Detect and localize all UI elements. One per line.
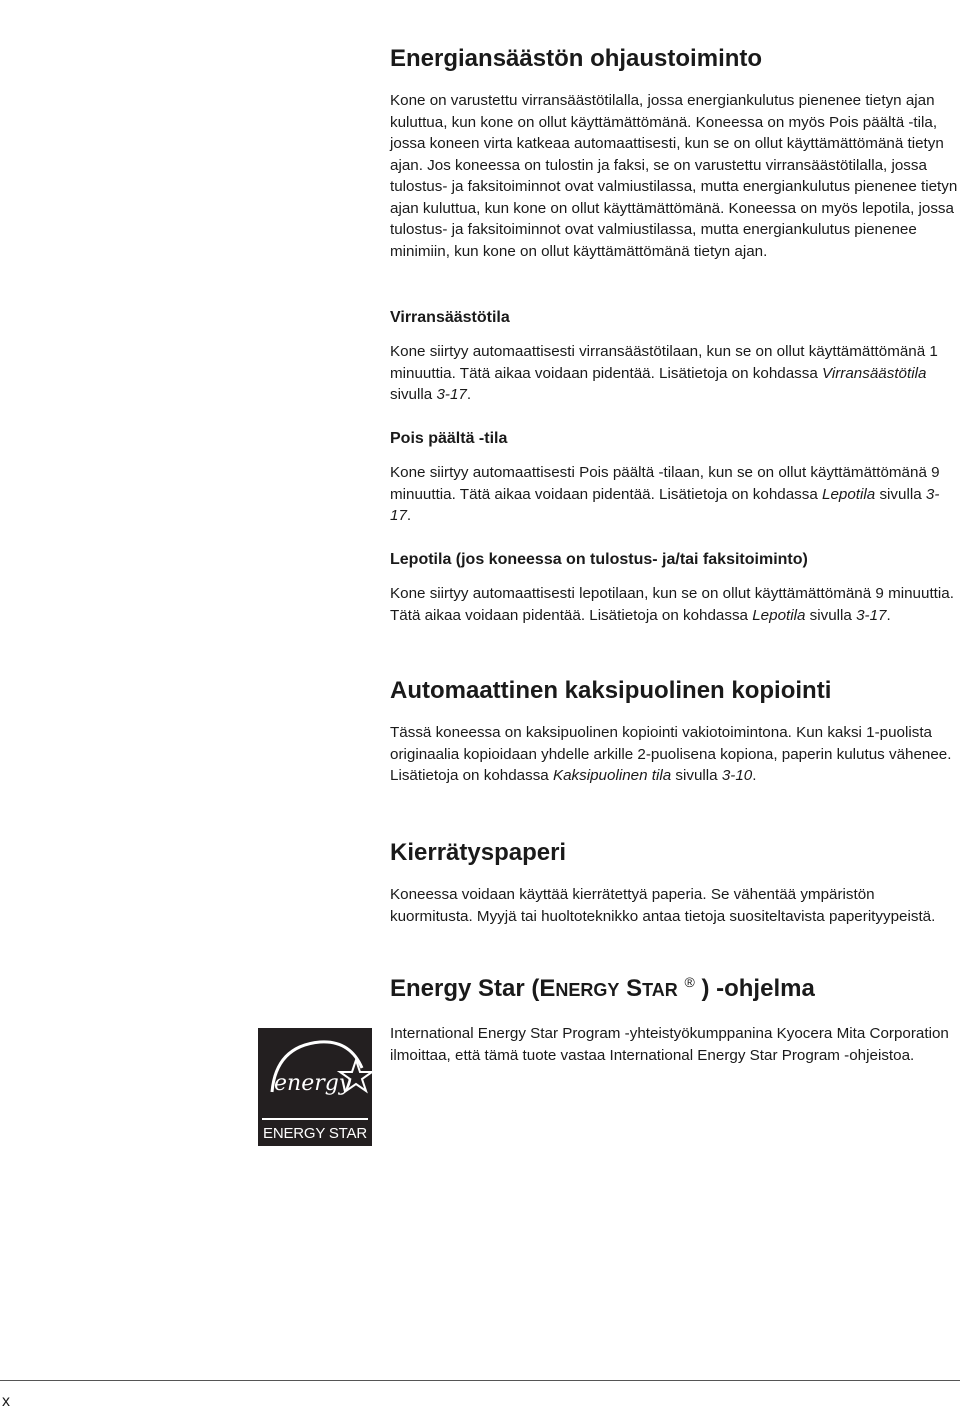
- logo-script-text: energy: [274, 1071, 352, 1096]
- heading-energy-star: [390, 975, 815, 1003]
- energy-star-arc-icon: [258, 1028, 372, 1120]
- page-reference[interactable]: 3-17: [856, 606, 887, 624]
- paragraph-recycled-paper: Koneessa voidaan käyttää kierrätettyä paperia. Se vähentää ympäristön kuormitusta. Myyjä tai huoltoteknikko antaa tietoja suositeltavista paperityypeistä.: [390, 886, 936, 925]
- cross-reference-link[interactable]: Lepotila: [752, 606, 806, 624]
- heading-duplex: Automaattinen kaksipuolinen kopiointi: [390, 677, 832, 704]
- heading-recycled-paper: Kierrätyspaperi: [390, 839, 567, 866]
- page-reference[interactable]: 3-10: [721, 767, 753, 784]
- paragraph-duplex: [390, 722, 958, 787]
- cross-reference-link[interactable]: Kaksipuolinen tila: [552, 767, 672, 784]
- text: sivulla: [390, 386, 437, 403]
- text: sivulla: [805, 606, 857, 624]
- text: TAR: [642, 980, 678, 1000]
- text: Kone siirtyy automaattisesti virransäästötilaan, kun se on ollut käyttämättömänä 1 minuuttia. Tätä aikaa voidaan pidentää. Lisätietoja on kohdassa: [390, 343, 938, 382]
- footer-divider: [0, 1380, 960, 1381]
- text: sivulla: [671, 767, 722, 784]
- heading-energy-control: Energiansäästön ohjaustoiminto: [390, 45, 763, 72]
- heading-auto-off: Pois päältä -tila: [390, 430, 508, 447]
- paragraph-sleep: [390, 583, 958, 626]
- text: .: [466, 386, 472, 403]
- text: Kone siirtyy automaattisesti Pois päältä -tilaan, kun se on ollut käyttämättömänä 9 minuuttia. Tätä aikaa voidaan pidentää. Lisätietoja on kohdassa: [390, 464, 940, 503]
- page-reference[interactable]: 3-17: [390, 485, 940, 524]
- text: NERGY: [555, 980, 620, 1000]
- logo-divider: [262, 1118, 368, 1120]
- page-reference[interactable]: 3-17: [436, 386, 467, 403]
- text: .: [886, 606, 891, 624]
- energy-star-logo: [258, 1028, 372, 1146]
- paragraph-energy-control: Kone on varustettu virransäästötilalla, jossa energiankulutus pienenee tietyn ajan kuluttua, kun kone on ollut käyttämättömänä. Koneessa on myös Pois päältä -tila, jossa koneen virta katkeaa automaattisesti, kun se on ollut käyttämättömänä tietyn ajan. Jos koneessa on tulostin ja faksi, se on varustettu virransäästötilalla, jossa tulostus- ja faksitoiminnot ovat valmiustilassa, mutta energiankulutus pienenee tietyn ajan kuluttua, kun kone on ollut käyttämättömänä. Koneessa on myös lepotila, jossa tulostus- ja faksitoiminnot ovat valmiustilassa, mutta energiankulutus pienenee minimiin, kun kone on ollut käyttämättömänä tietyn ajan.: [390, 92, 958, 260]
- cross-reference-link[interactable]: Virransäästötila: [822, 364, 927, 382]
- heading-sleep: Lepotila (jos koneessa on tulostus- ja/tai faksitoiminto): [390, 551, 808, 568]
- text: .: [406, 507, 412, 524]
- heading-power-saving: Virransäästötila: [390, 309, 510, 326]
- text: S: [626, 975, 643, 1002]
- text: .: [752, 767, 757, 784]
- text: ) -ohjelma: [701, 975, 815, 1002]
- text: E: [539, 975, 556, 1002]
- cross-reference-link[interactable]: Lepotila: [822, 485, 876, 503]
- text: Kone siirtyy automaattisesti lepotilaan, kun se on ollut käyttämättömänä 9 minuuttia. Tätä aikaa voidaan pidentää. Lisätietoja on kohdassa: [390, 585, 954, 624]
- paragraph-auto-off: [390, 462, 958, 527]
- page-number: x: [2, 1393, 10, 1410]
- text: Tässä koneessa on kaksipuolinen kopiointi vakiotoimintona. Kun kaksi 1-puolista originaalia kopioidaan yhdelle arkille 2-puolisena kopiona, paperin kulutus vähenee. Lisätietoja on kohdassa: [390, 724, 952, 784]
- paragraph-power-saving: [390, 341, 958, 406]
- paragraph-energy-star: International Energy Star Program -yhteistyökumppanina Kyocera Mita Corporation ilmoittaa, että tämä tuote vastaa International Energy Star Program -ohjeistoa.: [390, 1025, 949, 1064]
- logo-label: ENERGY STAR: [263, 1125, 367, 1142]
- registered-mark: ®: [684, 974, 695, 990]
- text: sivulla: [875, 485, 926, 503]
- text: Energy Star (: [390, 975, 540, 1002]
